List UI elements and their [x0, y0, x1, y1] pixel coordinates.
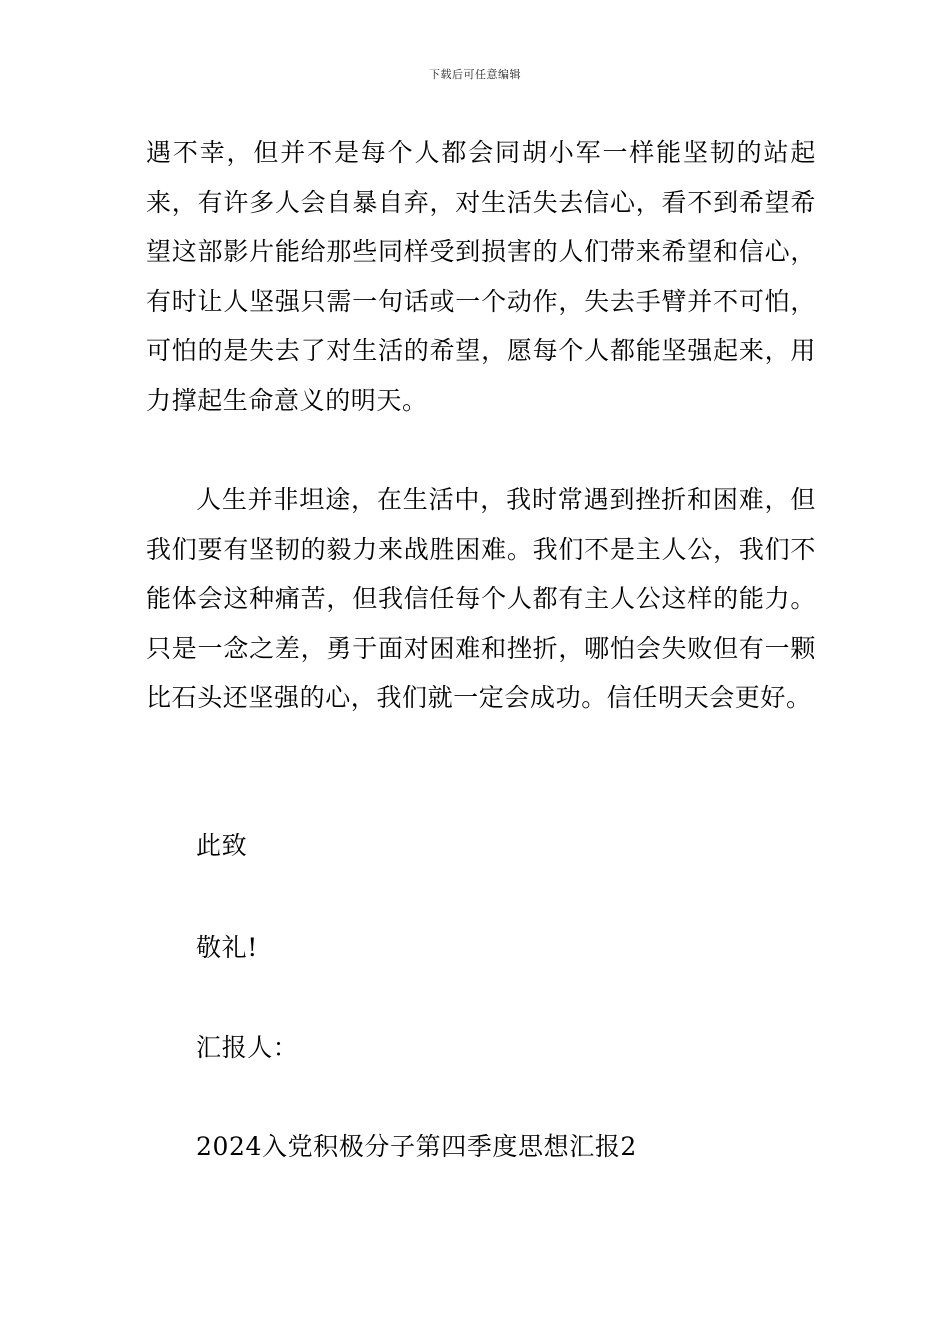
body-paragraph-1: 遇不幸，但并不是每个人都会同胡小军一样能坚韧的站起来，有许多人会自暴自弃，对生活失去信心，看不到希望希望这部影片能给那些同样受到损害的人们带来希望和信心，有时让人坚强只需一句话或一个动作，失去手臂并不可怕，可怕的是失去了对生活的希望，愿每个人都能坚强起来，用力撑起生命意义的明天。	[146, 138, 816, 415]
closing-line: 此致	[196, 831, 248, 860]
reporter-label: 汇报人：	[196, 1033, 299, 1062]
next-section-title: 2024入党积极分子第四季度思想汇报2	[196, 1132, 637, 1161]
page-header: 下载后可任意编辑	[429, 68, 521, 81]
body-paragraph-2: 人生并非坦途，在生活中，我时常遇到挫折和困难，但我们要有坚韧的毅力来战胜困难。我们不是主人公，我们不能体会这种痛苦，但我信任每个人都有主人公这样的能力。只是一念之差，勇于面对困难和挫折，哪怕会失败但有一颗比石头还坚强的心，我们就一定会成功。信任明天会更好。	[146, 485, 816, 712]
salutation-line: 敬礼!	[196, 933, 258, 962]
